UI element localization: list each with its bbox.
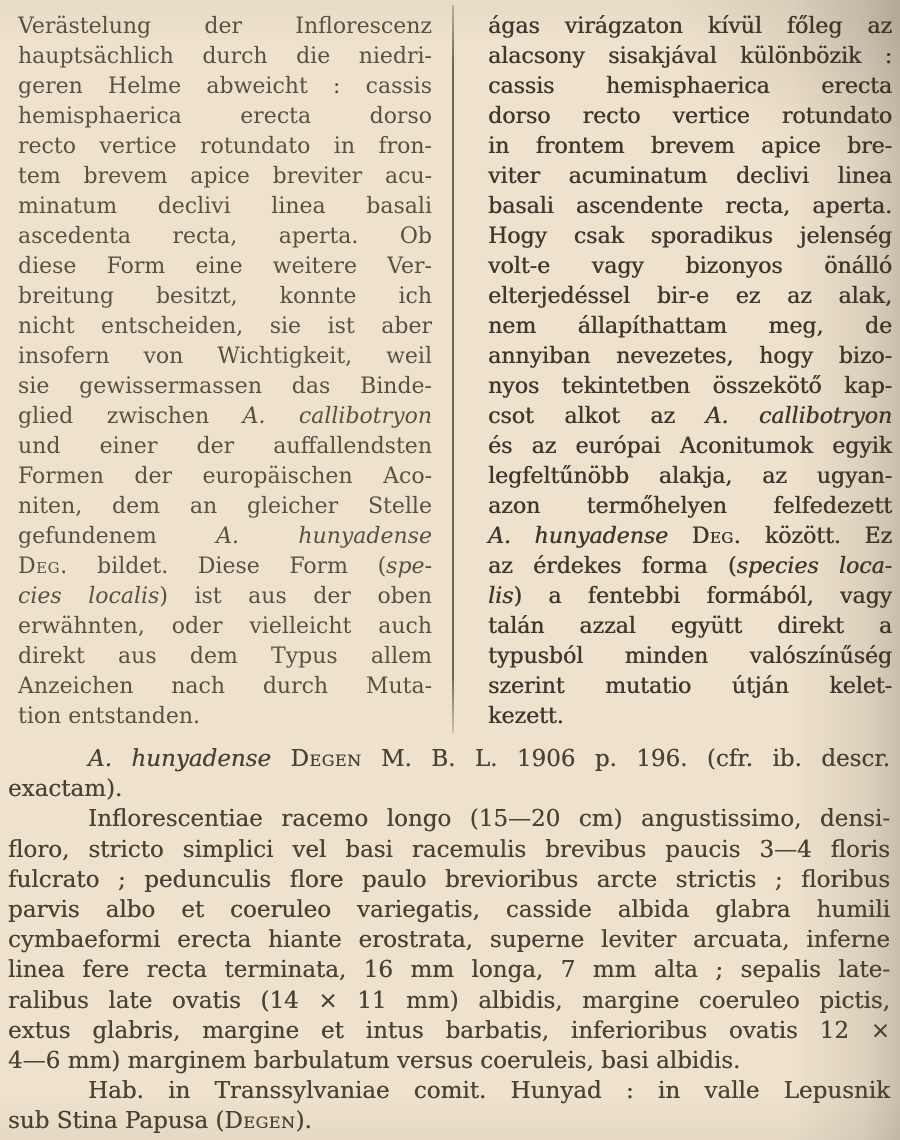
- text-run: ).: [295, 1108, 312, 1135]
- smallcaps-text-run: Deg.: [18, 554, 68, 579]
- text-run: cassis hemisphaerica erecta: [488, 74, 892, 99]
- text-line: [488, 432, 892, 462]
- text-line: [8, 1106, 890, 1136]
- text-line: [18, 282, 432, 312]
- text-line: [18, 582, 432, 612]
- text-line: [8, 1016, 890, 1046]
- smallcaps-text-run: Degen: [290, 746, 362, 772]
- text-line: [488, 462, 892, 492]
- text-line: [8, 835, 890, 865]
- text-run: ascedenta recta, aperta. Ob: [18, 224, 432, 249]
- text-run: ágas virágzaton kívül főleg az: [488, 14, 892, 39]
- text-run: csot alkot az: [488, 404, 706, 429]
- text-line: [18, 342, 432, 372]
- text-line: [488, 402, 892, 432]
- text-run: extus glabris, margine et intus barbatis, inferioribus ovatis 12 ×: [8, 1017, 890, 1044]
- text-line: [18, 612, 432, 642]
- text-run: Inflorescentiae racemo longo (15—20 cm) angustissimo, densi-: [88, 806, 890, 833]
- text-line: [8, 895, 890, 925]
- text-run: hauptsächlich durch die niedri-: [18, 44, 432, 69]
- text-run: sie gewissermassen das Binde-: [18, 374, 432, 399]
- text-line: [488, 72, 892, 102]
- text-run: Hogy csak sporadikus jelenség: [488, 224, 892, 249]
- italic-text-run: A. hunyadense: [488, 524, 692, 549]
- text-run: minatum declivi linea basali: [18, 194, 432, 219]
- text-line: [18, 102, 432, 132]
- text-line: [488, 222, 892, 252]
- text-line: [488, 12, 892, 42]
- text-line: [488, 42, 892, 72]
- text-line: [488, 372, 892, 402]
- text-line: [488, 702, 892, 732]
- text-run: viter acuminatum declivi linea: [488, 164, 892, 189]
- text-run: M. B. L. 1906 p. 196. (cfr. ib. descr.: [361, 746, 890, 772]
- text-run: und einer der auffallendsten: [18, 434, 432, 459]
- text-line: [488, 582, 892, 612]
- text-line: [18, 312, 432, 342]
- text-run: in frontem brevem apice bre-: [488, 134, 892, 159]
- text-run: volt-e vagy bizonyos önálló: [488, 254, 892, 279]
- text-run: szerint mutatio útján kelet-: [488, 674, 892, 699]
- text-run: nem állapíthattam meg, de: [488, 314, 892, 339]
- text-run: direkt aus dem Typus allem: [18, 644, 432, 669]
- text-line: [8, 804, 890, 834]
- italic-text-run: A. callibotryon: [242, 404, 433, 429]
- text-line: [18, 42, 432, 72]
- text-line: [8, 986, 890, 1016]
- text-line: [18, 372, 432, 402]
- text-run: Hab. in Transsylvaniae comit. Hunyad : in valle Lepusnik: [88, 1078, 890, 1105]
- text-line: [18, 492, 432, 522]
- text-line: [488, 492, 892, 522]
- text-run: niten, dem an gleicher Stelle: [18, 494, 432, 519]
- text-line: [488, 282, 892, 312]
- text-line: [8, 774, 890, 804]
- text-line: [488, 102, 892, 132]
- text-run: alacsony sisakjával különbözik :: [488, 44, 892, 69]
- text-run: cymbaeformi erecta hiante erostrata, superne leviter arcuata, inferne: [8, 927, 890, 954]
- text-line: [488, 672, 892, 702]
- text-run: Anzeichen nach durch Muta-: [18, 674, 432, 699]
- text-run: bildet. Diese Form (: [67, 554, 387, 579]
- italic-text-run: A. callibotryon: [705, 404, 893, 429]
- right-column-text: [488, 12, 892, 732]
- italic-text-run: A. hunyadense: [88, 746, 291, 772]
- text-run: basali ascendente recta, aperta.: [488, 194, 892, 219]
- text-run: legfeltűnöbb alakja, az ugyan-: [488, 464, 892, 489]
- text-run: elterjedéssel bir-e ez az alak,: [488, 284, 892, 309]
- text-line: [8, 955, 890, 985]
- text-line: [18, 192, 432, 222]
- text-run: floro, stricto simplici vel basi racemulis brevibus paucis 3—4 floris: [8, 836, 890, 863]
- text-line: [488, 522, 892, 552]
- text-line: [18, 462, 432, 492]
- text-run: sub Stina Papusa (: [8, 1108, 225, 1135]
- text-run: nicht entscheiden, sie ist aber: [18, 314, 432, 339]
- text-line: [488, 552, 892, 582]
- text-line: [18, 402, 432, 432]
- text-run: kezett.: [488, 704, 564, 729]
- smallcaps-text-run: Degen: [224, 1108, 296, 1135]
- text-run: és az európai Aconitumok egyik: [488, 434, 892, 459]
- text-run: talán azzal együtt direkt a: [488, 614, 892, 639]
- text-run: Verästelung der Inflorescenz: [18, 14, 432, 39]
- text-run: gefundenem: [18, 524, 217, 549]
- smallcaps-text-run: Deg.: [691, 524, 742, 549]
- text-line: [488, 252, 892, 282]
- text-line: [8, 925, 890, 955]
- text-run: hemisphaerica erecta dorso: [18, 104, 432, 129]
- text-line: [18, 672, 432, 702]
- text-run: geren Helme abweicht : cassis: [18, 74, 432, 99]
- text-run: ) ist aus der oben: [159, 584, 432, 609]
- text-line: [488, 612, 892, 642]
- column-divider-rule: [452, 5, 454, 733]
- text-run: nyos tekintetben összekötő kap-: [488, 374, 892, 399]
- text-line: [18, 702, 432, 732]
- text-line: [18, 72, 432, 102]
- text-line: [18, 642, 432, 672]
- text-line: [8, 865, 890, 895]
- italic-text-run: spe-: [386, 554, 432, 579]
- text-line: [18, 132, 432, 162]
- text-line: [488, 162, 892, 192]
- text-run: linea fere recta terminata, 16 mm longa, 7 mm alta ; sepalis late-: [8, 957, 890, 984]
- text-line: [488, 132, 892, 162]
- text-run: breitung besitzt, konnte ich: [18, 284, 432, 309]
- text-run: Formen der europäischen Aco-: [18, 464, 432, 489]
- text-line: [8, 1076, 890, 1106]
- text-run: annyiban nevezetes, hogy bizo-: [488, 344, 892, 369]
- text-line: [18, 522, 432, 552]
- text-line: [488, 312, 892, 342]
- text-run: typusból minden valószínűség: [488, 644, 892, 669]
- text-run: erwähnten, oder vielleicht auch: [18, 614, 432, 639]
- text-run: ralibus late ovatis (14 × 11 mm) albidis, margine coeruleo pictis,: [8, 987, 890, 1014]
- text-run: tem brevem apice breviter acu-: [18, 164, 432, 189]
- text-line: [18, 252, 432, 282]
- italic-text-run: cies localis: [18, 584, 160, 609]
- text-line: [488, 342, 892, 372]
- text-run: diese Form eine weitere Ver-: [18, 254, 432, 279]
- text-run: recto vertice rotundato in fron-: [18, 134, 432, 159]
- text-line: [488, 642, 892, 672]
- text-line: [18, 162, 432, 192]
- text-line: [488, 192, 892, 222]
- text-run: között. Ez: [741, 524, 892, 549]
- italic-text-run: species loca-: [736, 554, 892, 579]
- text-run: dorso recto vertice rotundato: [488, 104, 892, 129]
- text-line: [18, 222, 432, 252]
- text-run: fulcrato ; pedunculis flore paulo brevioribus arcte strictis ; floribus: [8, 866, 890, 893]
- text-run: parvis albo et coeruleo variegatis, casside albida glabra humili: [8, 897, 890, 924]
- text-run: 4—6 mm) marginem barbulatum versus coeruleis, basi albidis.: [8, 1048, 741, 1075]
- text-run: azon termőhelyen felfedezett: [488, 494, 892, 519]
- text-line: [8, 1046, 890, 1076]
- text-run: az érdekes forma (: [488, 554, 737, 579]
- left-column-text: [18, 12, 432, 732]
- text-run: ) a fentebbi formából, vagy: [513, 584, 892, 609]
- text-line: [18, 552, 432, 582]
- text-run: glied zwischen: [18, 404, 243, 429]
- text-line: [18, 12, 432, 42]
- latin-description-section: [8, 744, 890, 1137]
- text-line: [18, 432, 432, 462]
- italic-text-run: lis: [488, 584, 514, 609]
- text-run: exactam).: [8, 776, 123, 803]
- text-run: tion entstanden.: [18, 704, 200, 729]
- text-line: [8, 744, 890, 774]
- italic-text-run: A. hunyadense: [216, 524, 432, 549]
- text-run: insofern von Wichtigkeit, weil: [18, 344, 432, 369]
